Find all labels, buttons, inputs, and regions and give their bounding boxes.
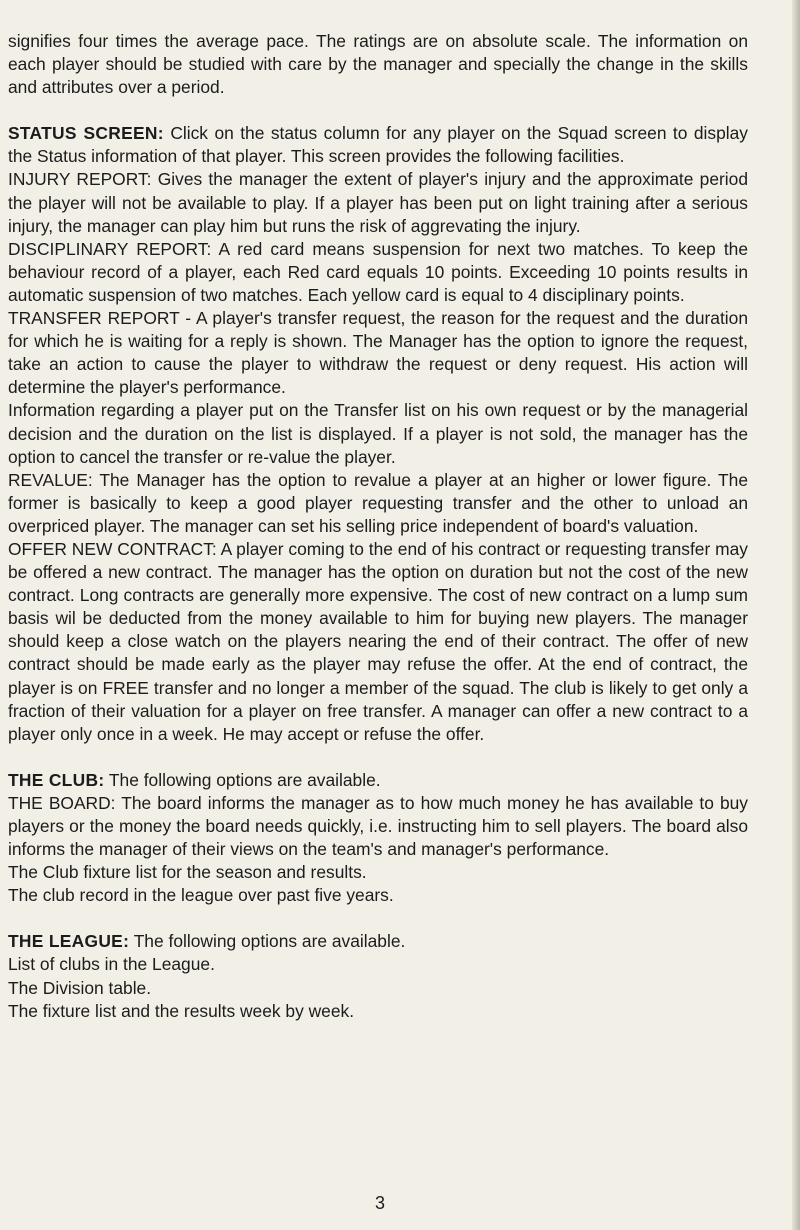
club-record-line: The club record in the league over past five years. xyxy=(8,885,394,906)
status-screen-intro: Click on the status column for any player on the Squad screen to display the Status information of that player. This screen provides the following facilities. xyxy=(8,123,749,167)
transfer-report-paragraph: TRANSFER REPORT - A player's transfer request, the reason for the request and the duration for which he is waiting for a reply is shown. The Manager has the option to ignore the request, take an action to cause the player to withdraw the request or deny request. His action will determine the player's performance. xyxy=(8,308,748,398)
league-fixtures-line: The fixture list and the results week by week. xyxy=(8,1000,355,1021)
status-screen-heading: STATUS SCREEN: xyxy=(8,123,164,144)
league-heading: THE LEAGUE: xyxy=(8,931,130,952)
league-section xyxy=(8,930,748,953)
intro-paragraph: signifies four times the average pace. The ratings are on absolute scale. The information on each player should be studied with care by the manager and specially the change in the skills and attributes over a period. xyxy=(8,31,748,98)
club-intro: The following options are available. xyxy=(104,769,381,790)
club-section xyxy=(8,769,748,792)
status-screen-section xyxy=(8,122,748,168)
revalue-paragraph: REVALUE: The Manager has the option to revalue a player at an higher or lower figure. The former is basically to keep a good player requesting transfer and the other to unload an overpriced player. The manager can set his selling price independent of board's valuation. xyxy=(8,469,748,536)
page-number: 3 xyxy=(374,1193,385,1213)
disciplinary-report-paragraph: DISCIPLINARY REPORT: A red card means suspension for next two matches. To keep the behaviour record of a player, each Red card equals 10 points. Exceeding 10 points results in automatic suspension of two matches. Each yellow card is equal to 4 disciplinary points. xyxy=(8,238,748,305)
manual-page xyxy=(8,30,748,1023)
injury-report-paragraph: INJURY REPORT: Gives the manager the extent of player's injury and the approximate period the player will not be available to play. If a player has been put on light training after a serious injury, the manager can play him but runs the risk of aggrevating the injury. xyxy=(8,169,748,236)
division-table-line: The Division table. xyxy=(8,977,152,998)
league-intro: The following options are available. xyxy=(129,931,406,952)
board-paragraph: THE BOARD: The board informs the manager as to how much money he has available to buy players or the money the board needs quickly, i.e. instructing him to sell players. The board also informs the manager of their views on the team's and manager's performance. xyxy=(8,792,748,860)
club-fixtures-line: The Club fixture list for the season and results. xyxy=(8,862,367,883)
league-clubs-line: List of clubs in the League. xyxy=(8,954,215,975)
transfer-list-paragraph: Information regarding a player put on the Transfer list on his own request or by the managerial decision and the duration on the list is displayed. If a player is not sold, the manager has the option to cancel the transfer or re-value the player. xyxy=(8,400,748,467)
page-edge-shadow xyxy=(792,0,800,1230)
offer-contract-paragraph: OFFER NEW CONTRACT: A player coming to the end of his contract or requesting transfer may be offered a new contract. The manager has the option on duration but not the cost of the new contract. Long contracts are generally more expensive. The cost of new contract on a lump sum basis wil be deducted from the money available to him for buying new players. The manager should keep a close watch on the players nearing the end of their contract. The offer of new contract should be made early as the player may refuse the offer. At the end of contract, the player is on FREE transfer and no longer a member of the squad. The club is likely to get only a fraction of their valuation for a player on free transfer. A manager can offer a new contract to a player only once in a week. He may accept or refuse the offer. xyxy=(8,538,748,744)
club-heading: THE CLUB: xyxy=(8,769,105,790)
